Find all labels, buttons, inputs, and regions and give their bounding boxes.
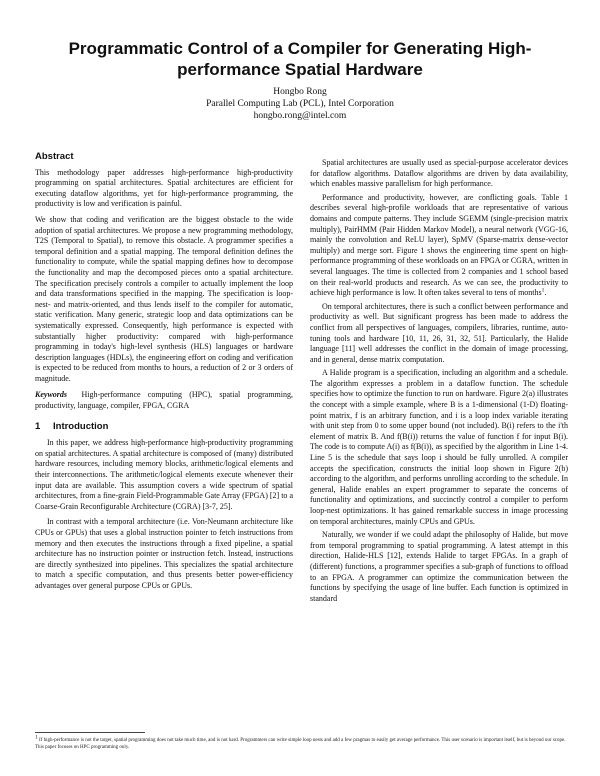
author-email[interactable]: hongbo.rong@intel.com (253, 111, 347, 121)
right-column (310, 158, 568, 607)
footnote-divider (35, 732, 145, 733)
intro-paragraph-2: In contrast with a temporal architecture (i.e. Von-Neumann architecture like CPUs or GPUs) that uses a global instruction pointer to fetch instructions from memory and then executes the instructions through a fixed pipeline, a spatial architecture has no instruction pointer or instruction fetch. Instead, instructions are directly synthesized into pipelines. This specializes the spatial architecture to match a specific computation, and thus presents better power-efficiency advantages over general purpose CPUs or GPUs. (35, 517, 293, 590)
footnote-mark: 1 (35, 734, 38, 741)
paper-title: Programmatic Control of a Compiler for Generating High-performance Spatial Hardware (68, 39, 532, 79)
keywords-text: High-performance computing (HPC), spatial programming, productivity, language, compiler, FPGA, CGRA (35, 390, 294, 411)
intro-paragraph-1: In this paper, we address high-performance high-productivity programming on spatial architectures. A spatial architecture is composed of (many) distributed hardware resources, including memory blocks, arithmetic/logical elements and their interconnections. The arithmetic/logical elements execute whenever their input data are available. This assumption covers a wide spectrum of spatial architectures, from a fine-grain Field-Programmable Gate Array (FPGA) [2] to a Coarse-Grain Reconfigurable Architecture (CGRA) [3-7, 25]. (35, 438, 293, 511)
footnote-reference[interactable]: 1 (541, 287, 545, 294)
abstract-paragraph-1: This methodology paper addresses high-performance high-productivity programming on spatial architectures. Spatial architectures are efficient for executing dataflow algorithms, yet for high-performance programming, the productivity is low and verification is painful. (35, 167, 293, 209)
footnote-text: If high-performance is not the target, spatial programming does not take much time, and is not hard. Programmers can write simple loop nests and add a few pragmas to easily get average performance. This user scenario is important itself, but is beyond our scope. This paper focuses on HPC programming only. (35, 738, 566, 750)
footnote (35, 734, 568, 751)
author-name: Hongbo Rong (273, 87, 327, 97)
right-paragraph-3: On temporal architectures, there is such a conflict between performance and productivity as well. But significant progress has been made to address the conflict from all perspectives of languages, compilers, libraries, runtime, auto-tuning tools and hardware [10, 11, 26, 31, 32, 51]. Particularly, the Halide language [11] well addresses the conflict in the domain of image processing, and in general, dense matrix computation. (310, 301, 568, 364)
keywords-label: Keywords (35, 390, 67, 400)
section-number: 1 (35, 420, 41, 432)
left-column (35, 152, 293, 595)
section-heading-introduction (35, 422, 293, 433)
right-paragraph-2-text: Performance and productivity, however, are conflicting goals. Table 1 describes several high-profile workloads that are representative of various domains and compute patterns. They include SGEMM (single-precision matrix multiply), PairHMM (Pair Hidden Markov Model), a neural network (VGG-16, mainly the convolution and ReLU layer), SpMV (Sparse-matrix dense-vector multiply) and merge sort. Figure 1 shows the engineering time spent on high-performance programming of these workloads on an FPGA or CGRA, written in several languages. The time is collected from 2 companies and 1 school based on their real-world products and research. As we can see, the productivity to achieve high performance is low. It often takes several to tens of months (310, 192, 568, 298)
right-paragraph-1: Spatial architectures are usually used as special-purpose accelerator devices for dataflow algorithms. Dataflow algorithms are driven by data availability, which enables massive parallelism for high performance. (310, 158, 568, 189)
right-paragraph-2: Performance and productivity, however, are conflicting goals. Table 1 describes several high-profile workloads that are representative of various domains and compute patterns. They include SGEMM (single-precision matrix multiply), PairHMM (Pair Hidden Markov Model), a neural network (VGG-16, mainly the convolution and ReLU layer), SpMV (Sparse-matrix dense-vector multiply) and merge sort. Figure 1 shows the engineering time spent on high-performance programming of these workloads on an FPGA or CGRA, written in several languages. The time is collected from 2 companies and 1 school based on their real-world products and research. As we can see, the productivity to achieve high performance is low. It often takes several to tens of months$^1$. (310, 192, 568, 298)
author-affiliation: Parallel Computing Lab (PCL), Intel Corporation (206, 99, 394, 109)
abstract-paragraph-2: We show that coding and verification are the biggest obstacle to the wide adoption of spatial architectures. We propose a new programming methodology, T2S (Temporal to Spatial), to remove this obstacle. A programmer specifies a temporal definition and a spatial mapping. The temporal definition defines the functionality to compute, while the spatial mapping defines how to decompose the functionality and map the decomposed pieces onto a spatial architecture. The specification precisely controls a compiler to actually implement the loop and data transformations specified in the mapping. The specification is loop-nest- and matrix-oriented, and thus lends itself to the compiler for automatic, static verification. Many generic, strategic loop and data optimizations can be systematically expressed. Consequently, high performance is expected with substantially higher productivity: compared with high-performance programming in today's high-level synthesis (HLS) languages or hardware description languages (HDLs), the engineering effort on coding and verification is expected to be reduced from months to hours, a reduction of 2 or 3 orders of magnitude. (35, 214, 293, 383)
right-paragraph-5: Naturally, we wonder if we could adapt the philosophy of Halide, but move from temporal programming to spatial programming. A latest attempt in this direction, Halide-HLS [12], extends Halide to target FPGAs. In a graph of (different) functions, a programmer specifies a sub-graph of functions to offload to an FPGA. A programmer can optimize the communication between the functions by specifying the usage of line buffer. Each function is optimized in standard (310, 530, 568, 603)
right-paragraph-4: A Halide program is a specification, including an algorithm and a schedule. The algorithm expresses a problem in a dataflow function. The schedule specifies how to optimize the function to run on hardware. Figure 2(a) illustrates the concept with a simple example, where B is a 1-dimensional (1-D) floating-point matrix, f is an arbitrary function, and i is a loop index variable iterating with unit step from 0 to some upper bound (not included). B(i) refers to the i'th element of matrix B. And f(B(i)) returns the value of function f for input B(i). The code is to compute A(i) as f(B(i)), as specified by the algorithm in Line 1-4. Line 5 is the schedule that says loop i should be fully unrolled. A compiler accepts the specification, constructs the initial loop shown in Figure 2(b) according to the algorithm, and performs unrolling according to the schedule. In general, Halide enables an expert programmer to separate the concerns of functionality and optimizations, and succinctly control a compiler to perform loop-nest optimizations. It has gained remarkable success in image processing on temporal architectures, mainly CPUs and GPUs. (310, 368, 568, 526)
abstract-heading: Abstract (35, 151, 74, 162)
section-title: Introduction (53, 420, 109, 432)
keywords (35, 390, 293, 411)
